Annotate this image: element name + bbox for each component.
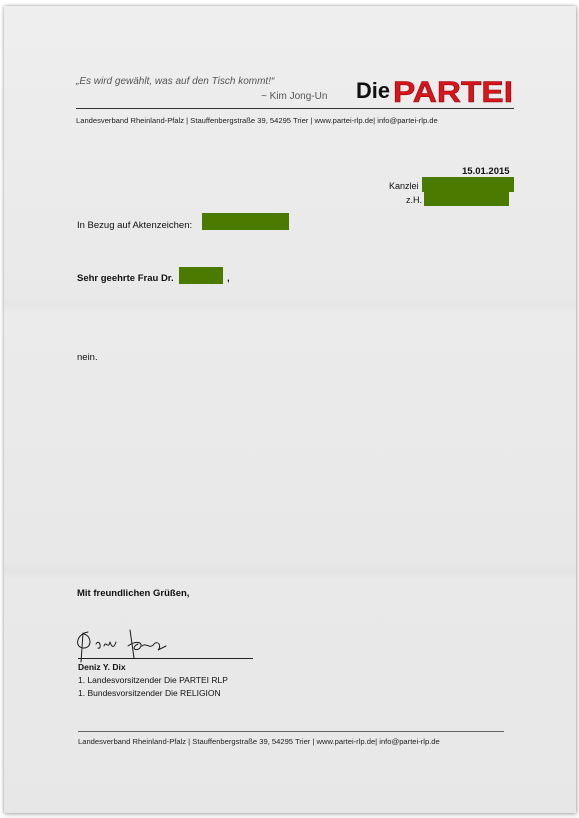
signer-role-2: 1. Bundesvorsitzender Die RELIGION bbox=[78, 688, 221, 698]
motto-author: ~ Kim Jong-Un bbox=[261, 91, 328, 102]
footer-address: Landesverband Rheinland-Pfalz | Stauffenbergstraße 39, 54295 Trier | www.partei-rlp.de| info@partei-rlp.de bbox=[78, 737, 440, 746]
logo-main: PARTEI bbox=[393, 76, 513, 107]
redaction-name bbox=[179, 267, 223, 284]
kanzlei-label: Kanzlei bbox=[389, 181, 419, 191]
footer-divider bbox=[78, 731, 504, 732]
salutation: Sehr geehrte Frau Dr. bbox=[77, 273, 174, 284]
signer-role-1: 1. Landesvorsitzender Die PARTEI RLP bbox=[78, 675, 228, 685]
logo-prefix: Die bbox=[356, 78, 390, 103]
zh-label: z.H. bbox=[406, 195, 423, 205]
signer-name: Deniz Y. Dix bbox=[78, 662, 126, 672]
letter-date: 15.01.2015 bbox=[462, 166, 510, 177]
salutation-comma: , bbox=[227, 273, 230, 284]
redaction-kanzlei bbox=[422, 177, 514, 192]
reference-label: In Bezug auf Aktenzeichen: bbox=[77, 220, 193, 231]
party-logo bbox=[356, 73, 516, 107]
signature-line bbox=[78, 658, 253, 659]
letter-page bbox=[4, 6, 576, 813]
letterhead-address: Landesverband Rheinland-Pfalz | Stauffenbergstraße 39, 54295 Trier | www.partei-rlp.de| info@partei-rlp.de bbox=[76, 116, 438, 125]
redaction-zh bbox=[424, 192, 509, 206]
letterhead-divider bbox=[76, 108, 514, 109]
redaction-reference bbox=[202, 213, 289, 230]
letter-body: nein. bbox=[77, 352, 98, 363]
closing: Mit freundlichen Grüßen, bbox=[77, 588, 190, 599]
motto-quote: „Es wird gewählt, was auf den Tisch kommt!“ bbox=[76, 76, 275, 87]
